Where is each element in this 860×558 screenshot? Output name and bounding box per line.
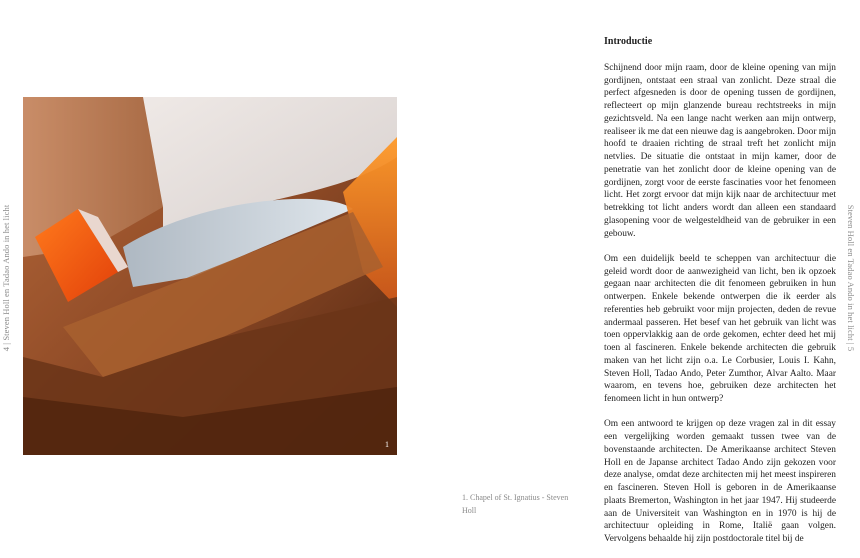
figure-caption: 1. Chapel of St. Ignatius - Steven Holl [462,493,569,515]
paragraph: Schijnend door mijn raam, door de kleine opening van mijn gordijnen, ontstaat een straal van zonlicht. Deze straal die perfect afgesneden is door de opening tussen de gordijnen, reflecteert op mijn glanzende bureau rechtstreeks in mijn gezichtsveld. Na een lange nacht werken aan mijn ontwerp, realiseer ik me dat een nieuwe dag is aangebroken. Door mijn hoofd te draaien richting de straal treft het zonlicht mijn netvlies. De situatie die ontstaat in mijn kamer, door de penetratie van het zonlicht door de kleine opening van de gordijnen, zorgt voor de eerste fascinaties voor het fenomeen licht. Het zorgt ervoor dat mijn kijk naar de architectuur met betrekking tot licht anders wordt dan alleen een standaard glasopening voor de welgesteldheid van de gebruiker in een gebouw. [604,62,836,239]
left-page [0,0,430,550]
body-text-column [604,36,836,558]
figure-number: 1 [385,440,389,449]
running-head-right: Steven Holl en Tadao Ando in het licht | 5 [846,204,856,352]
chapel-photo-image [23,97,397,455]
chapel-photo [23,97,397,455]
section-heading: Introductie [604,36,653,47]
running-head-left: 4 | Steven Holl en Tadao Ando in het licht [1,204,11,352]
paragraph: Om een antwoord te krijgen op deze vragen zal in dit essay een vergelijking worden gemaakt tussen twee van de bovenstaande architecten. De Amerikaanse architect Steven Holl en de Japanse architect Tadao Ando zijn gekozen voor deze analyse, omdat deze architecten mij het meest inspireren en fascineren. Steven Holl is geboren in de Amerikaanse plaats Bremerton, Washington in het jaar 1947. Hij studeerde aan de Universiteit van Washington en in 1970 is hij de architectuur opleiding in Rome, Italië gaan volgen. Vervolgens behaalde hij zijn postdoctorale titel bij de [604,419,836,544]
paragraph: Om een duidelijk beeld te scheppen van architectuur die geleid wordt door de aanwezigheid van licht, ben ik opzoek gegaan naar architecten die dit fenomeen gebruiken in hun ontwerpen. Enkele bekende ontwerpen die ik eerder als referenties heb gebruikt voor mijn projecten, deden de revue andermaal passeren. Het besef van het gebruik van licht was toen oppervlakkig aan de orde gekomen, echter deed het mij toen al fascineren. Enkele bekende architecten die gebruik maken van het licht zijn o.a. Le Corbusier, Louis I. Kahn, Steven Holl, Tadao Ando, Peter Zumthor, Alvar Aalto. Maar waarom, en tevens hoe, gebruiken deze architecten het fenomeen licht in hun ontwerp? [604,253,836,404]
